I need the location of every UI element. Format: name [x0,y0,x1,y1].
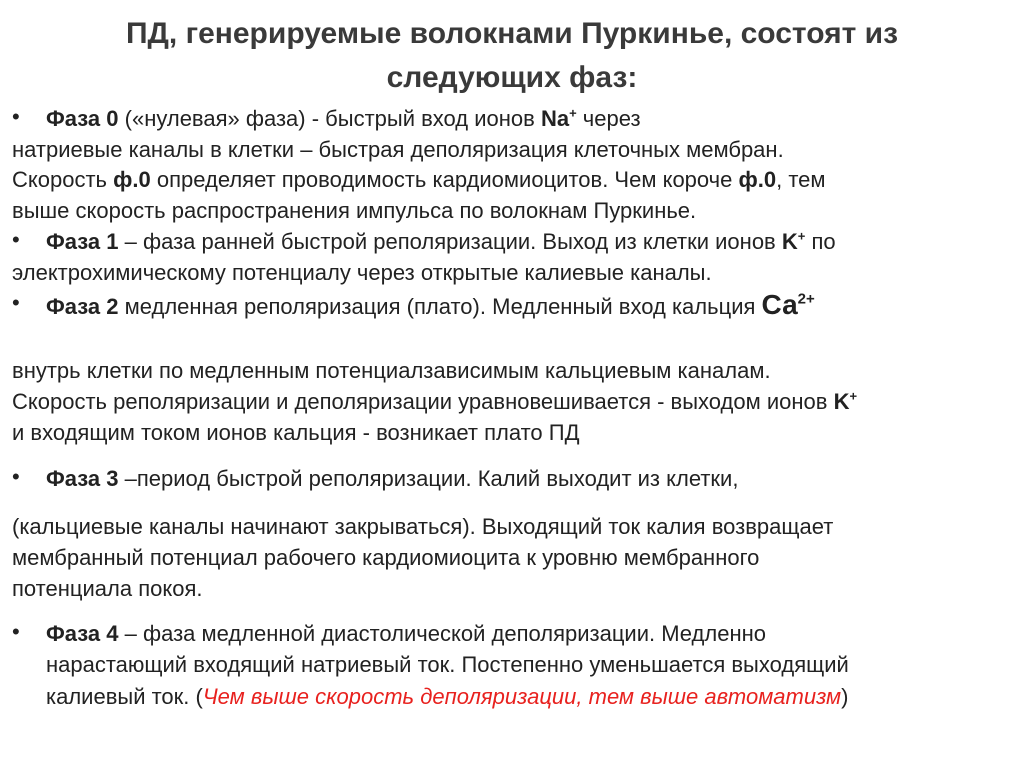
sodium-ion: Na [540,106,570,131]
phase-3-line-4: потенциала покоя. [12,576,203,601]
title-line-1: ПД, генерируемые волокнами Пуркинье, состоят из [125,17,899,50]
phase-3-line-3: мембранный потенциал рабочего кардиомиоцита к уровню мембранного [12,545,760,570]
phase-3-label: Фаза 3 [46,466,119,491]
phase-4-label: Фаза 4 [46,621,119,646]
bullet-icon: • [12,619,20,644]
phase-3-line-1: Фаза 3 –период быстрой реполяризации. Калий выходит из клетки, [46,466,739,491]
phase-0-line-1: Фаза 0 («нулевая» фаза) - быстрый вход ионов Na+ через [46,105,641,131]
phase-1-label: Фаза 1 [46,229,119,254]
phase-3-line-2: (кальциевые каналы начинают закрываться). Выходящий ток калия возвращает [12,514,834,539]
phase-1-line-2: электрохимическому потенциалу через открытые калиевые каналы. [12,260,712,285]
phase-1-line-1: Фаза 1 – фаза ранней быстрой реполяризации. Выход из клетки ионов K+ по [46,228,836,254]
phase-2-line-3: Скорость реполяризации и деполяризации уравновешивается - выходом ионов K+ [12,388,858,414]
phase-4-line-1: Фаза 4 – фаза медленной диастолической деполяризации. Медленно [46,621,767,646]
bullet-icon: • [12,104,20,129]
phase-2-line-2: внутрь клетки по медленным потенциалзависимым кальциевым каналам. [12,358,771,383]
phase-2-label: Фаза 2 [46,294,119,319]
phase-0-line-4: выше скорость распространения импульса по волокнам Пуркинье. [12,198,697,223]
phase-4-line-2: нарастающий входящий натриевый ток. Постепенно уменьшается выходящий [46,652,849,677]
phase-2-line-4: и входящим током ионов кальция - возникает плато ПД [12,420,580,445]
phase-0-line-2: натриевые каналы в клетки – быстрая деполяризация клеточных мембран. [12,137,784,162]
phase-2-line-1: Фаза 2 медленная реполяризация (плато). Медленный вход кальция $Са^{2+}$ [46,289,815,320]
phase-0-line-3: Скорость ф.0 определяет проводимость кардиомиоцитов. Чем короче ф.0, тем [12,167,826,192]
slide-title [40,12,984,100]
bullet-icon: • [12,227,20,252]
bullet-icon: • [12,290,20,315]
automaticity-note: Чем выше скорость деполяризации, тем выше автоматизм [202,684,842,709]
phase-4-line-3: калиевый ток. (Чем выше скорость деполяризации, тем выше автоматизм) [46,684,849,709]
bullet-icon: • [12,464,20,489]
phase-0-label: Фаза 0 [46,106,119,131]
potassium-ion: K [781,229,798,254]
title-line-2: следующих фаз: [386,61,638,94]
calcium-ion: $Са^{2+}$ [761,289,815,320]
